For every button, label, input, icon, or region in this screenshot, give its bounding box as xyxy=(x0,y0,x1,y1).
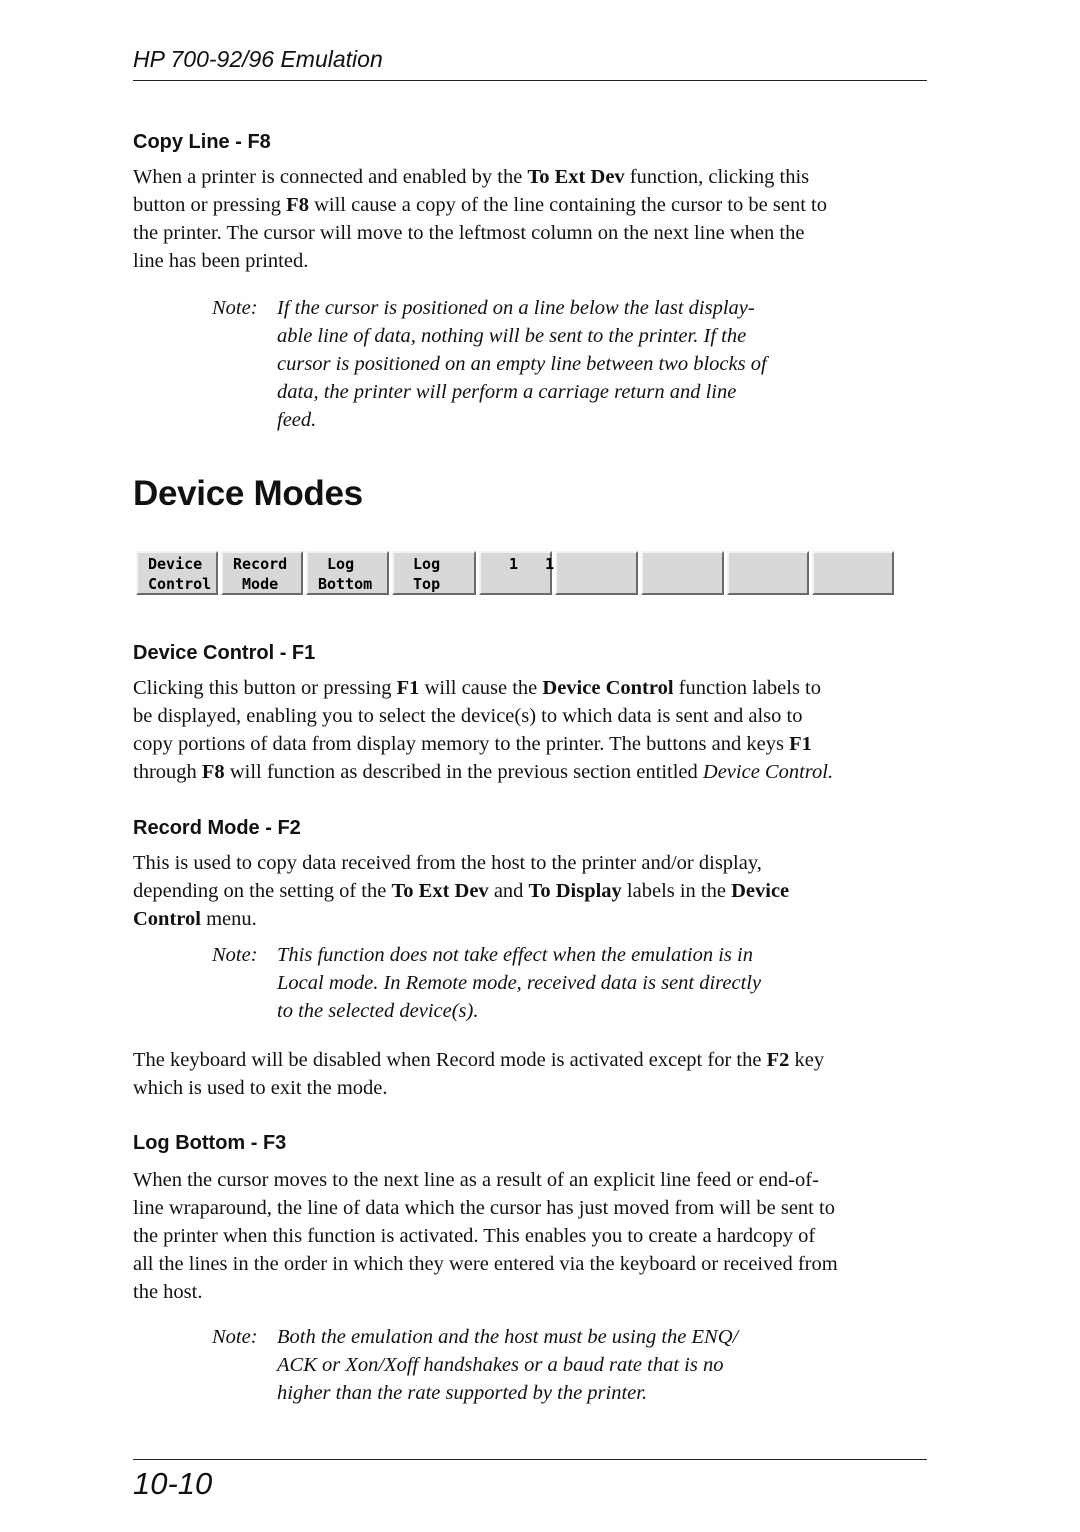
text-line: depending on the setting of the To Ext Dev and To Display labels in the Device xyxy=(133,880,790,902)
record-mode-note xyxy=(212,941,852,1025)
function-key-bar xyxy=(136,551,894,595)
section-title: Device Modes xyxy=(133,474,363,513)
note-line: to the selected device(s). xyxy=(277,1000,479,1022)
fkey-log-bottom[interactable]: Log Bottom xyxy=(306,551,389,595)
device-control-paragraph xyxy=(133,674,933,786)
fkey-blank-8[interactable] xyxy=(727,551,809,595)
text-line: This is used to copy data received from the host to the printer and/or display, xyxy=(133,852,762,874)
note-line: If the cursor is positioned on a line below the last display- xyxy=(277,297,755,319)
text-line: through F8 will function as described in the previous section entitled Device Control. xyxy=(133,761,834,783)
copy-line-paragraph xyxy=(133,163,933,275)
note-label: Note: xyxy=(212,1326,258,1348)
text-line: When a printer is connected and enabled by the To Ext Dev function, clicking this xyxy=(133,166,810,188)
text-line: copy portions of data from display memory to the printer. The buttons and keys F1 xyxy=(133,733,812,755)
text-line: The keyboard will be disabled when Record mode is activated except for the F2 key xyxy=(133,1049,825,1071)
device-control-heading: Device Control - F1 xyxy=(133,642,316,664)
fkey-blank-6[interactable] xyxy=(555,551,638,595)
text-line: Control menu. xyxy=(133,908,257,930)
note-line: higher than the rate supported by the printer. xyxy=(277,1382,648,1404)
page-number: 10-10 xyxy=(133,1466,213,1501)
text-line: the printer when this function is activated. This enables you to create a hardcopy of xyxy=(133,1225,816,1247)
note-label: Note: xyxy=(212,944,258,966)
fkey-blank-7[interactable] xyxy=(641,551,724,595)
note-line: ACK or Xon/Xoff handshakes or a baud rate that is no xyxy=(277,1354,724,1376)
text-line: When the cursor moves to the next line as a result of an explicit line feed or end-of- xyxy=(133,1169,819,1191)
text-line: which is used to exit the mode. xyxy=(133,1077,388,1099)
header-rule xyxy=(133,80,927,81)
text-line: line has been printed. xyxy=(133,250,309,272)
record-mode-paragraph-2 xyxy=(133,1046,933,1102)
copy-line-heading: Copy Line - F8 xyxy=(133,131,271,153)
fkey-record-mode[interactable]: Record Mode xyxy=(221,551,303,595)
fkey-log-top[interactable]: Log Top xyxy=(392,551,476,595)
fkey-cursor-position[interactable]: 1 1 xyxy=(479,551,552,595)
note-line: data, the printer will perform a carriage return and line xyxy=(277,381,737,403)
note-line: This function does not take effect when the emulation is in xyxy=(277,944,753,966)
note-line: feed. xyxy=(277,409,317,431)
text-line: be displayed, enabling you to select the device(s) to which data is sent and also to xyxy=(133,705,803,727)
fkey-device-control[interactable]: Device Control xyxy=(136,551,218,595)
running-header: HP 700-92/96 Emulation xyxy=(133,46,383,72)
text-line: all the lines in the order in which they were entered via the keyboard or received from xyxy=(133,1253,838,1275)
note-line: able line of data, nothing will be sent to the printer. If the xyxy=(277,325,747,347)
record-mode-paragraph xyxy=(133,849,933,933)
note-line: Local mode. In Remote mode, received data is sent directly xyxy=(277,972,762,994)
log-bottom-note xyxy=(212,1323,852,1407)
text-line: the printer. The cursor will move to the leftmost column on the next line when the xyxy=(133,222,805,244)
text-line: Clicking this button or pressing F1 will cause the Device Control function labels to xyxy=(133,677,822,699)
text-line: button or pressing F8 will cause a copy of the line containing the cursor to be sent to xyxy=(133,194,827,216)
note-line: Both the emulation and the host must be using the ENQ/ xyxy=(277,1326,739,1348)
log-bottom-paragraph xyxy=(133,1166,933,1306)
note-label: Note: xyxy=(212,297,258,319)
text-line: line wraparound, the line of data which the cursor has just moved from will be sent to xyxy=(133,1197,835,1219)
note-line: cursor is positioned on an empty line between two blocks of xyxy=(277,353,767,375)
record-mode-heading: Record Mode - F2 xyxy=(133,817,301,839)
log-bottom-heading: Log Bottom - F3 xyxy=(133,1132,287,1154)
fkey-blank-9[interactable] xyxy=(812,551,894,595)
text-line: the host. xyxy=(133,1281,203,1303)
footer-rule xyxy=(133,1459,927,1460)
copy-line-note xyxy=(212,294,852,434)
